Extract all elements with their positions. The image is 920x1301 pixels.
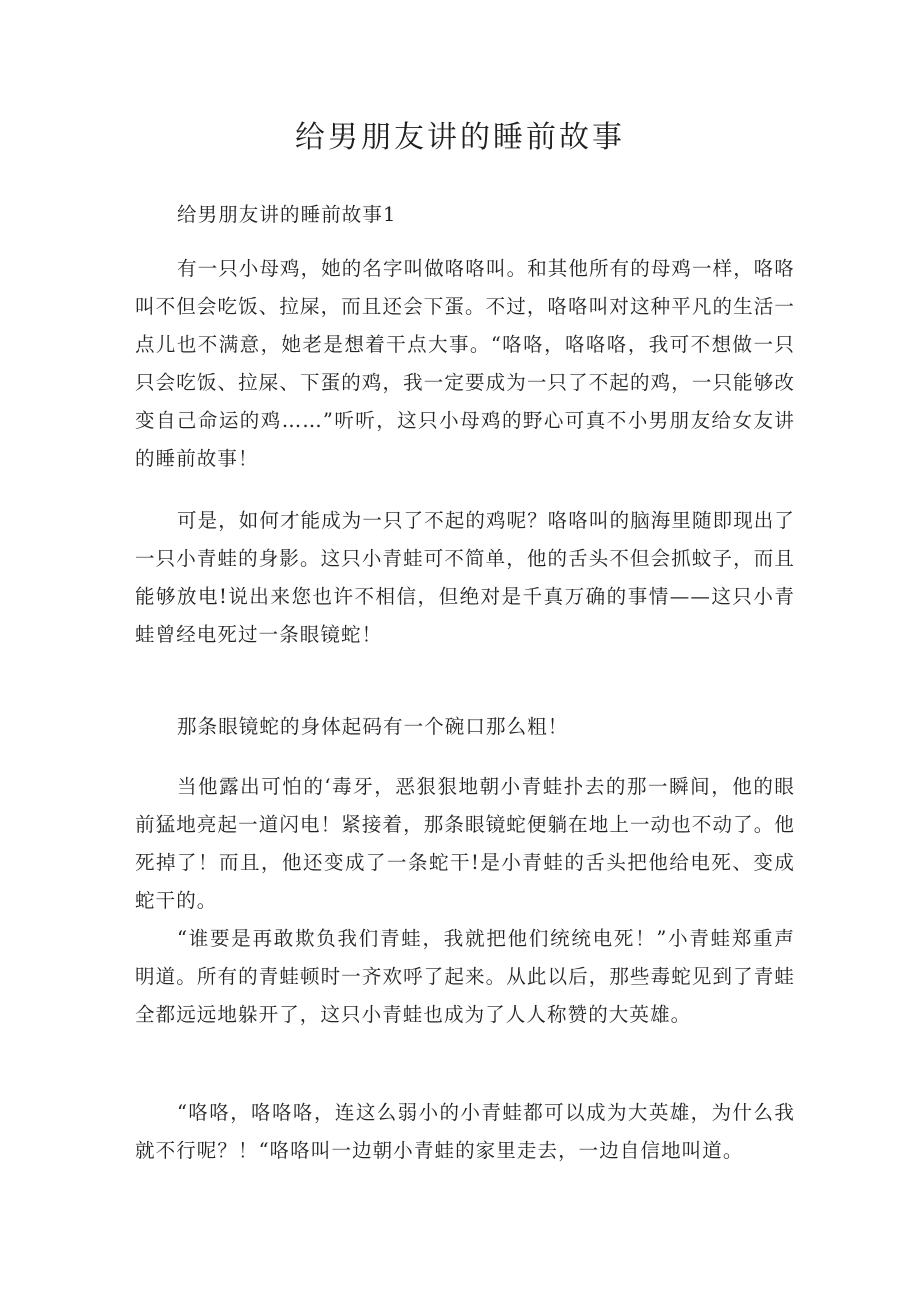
paragraph: 有一只小母鸡，她的名字叫做咯咯叫。和其他所有的母鸡一样，咯咯叫不但会吃饭、拉屎，而且还会下蛋。不过，咯咯叫对这种平凡的生活一点儿也不满意，她老是想着干点大事。“咯咯，咯咯咯，我可不想做一只只会吃饭、拉屎、下蛋的鸡，我一定要成为一只了不起的鸡，一只能够改变自己命运的鸡……”听听，这只小母鸡的野心可真不小男朋友给女友讲的睡前故事！ xyxy=(135,257,796,470)
paragraph: 当他露出可怕的‘毒牙，恶狠狠地朝小青蛙扑去的那一瞬间，他的眼前猛地亮起一道闪电！紧接着，那条眼镜蛇便躺在地上一动也不动了。他死掉了！而且，他还变成了一条蛇干!是小青蛙的舌头把他给电死、变成蛇干的。 xyxy=(135,775,795,912)
section-heading: 给男朋友讲的睡前故事1 xyxy=(177,203,397,226)
paragraph: 可是，如何才能成为一只了不起的鸡呢？咯咯叫的脑海里随即现出了一只小青蛙的身影。这只小青蛙可不简单，他的舌头不但会抓蚊子，而且能够放电!说出来您也许不相信，但绝对是千真万确的事情——这只小青蛙曾经电死过一条眼镜蛇！ xyxy=(135,509,796,646)
document-title: 给男朋友讲的睡前故事 xyxy=(295,120,625,155)
paragraph: “咯咯，咯咯咯，连这么弱小的小青蛙都可以成为大英雄，为什么我就不行呢？！“咯咯叫一边朝小青蛙的家里走去，一边自信地叫道。 xyxy=(135,1101,795,1162)
paragraph: “谁要是再敢欺负我们青蛙，我就把他们统统电死！”小青蛙郑重声明道。所有的青蛙顿时一齐欢呼了起来。从此以后，那些毒蛇见到了青蛙全都远远地躲开了，这只小青蛙也成为了人人称赞的大英雄。 xyxy=(135,927,795,1026)
paragraph: 那条眼镜蛇的身体起码有一个碗口那么粗！ xyxy=(177,715,569,738)
